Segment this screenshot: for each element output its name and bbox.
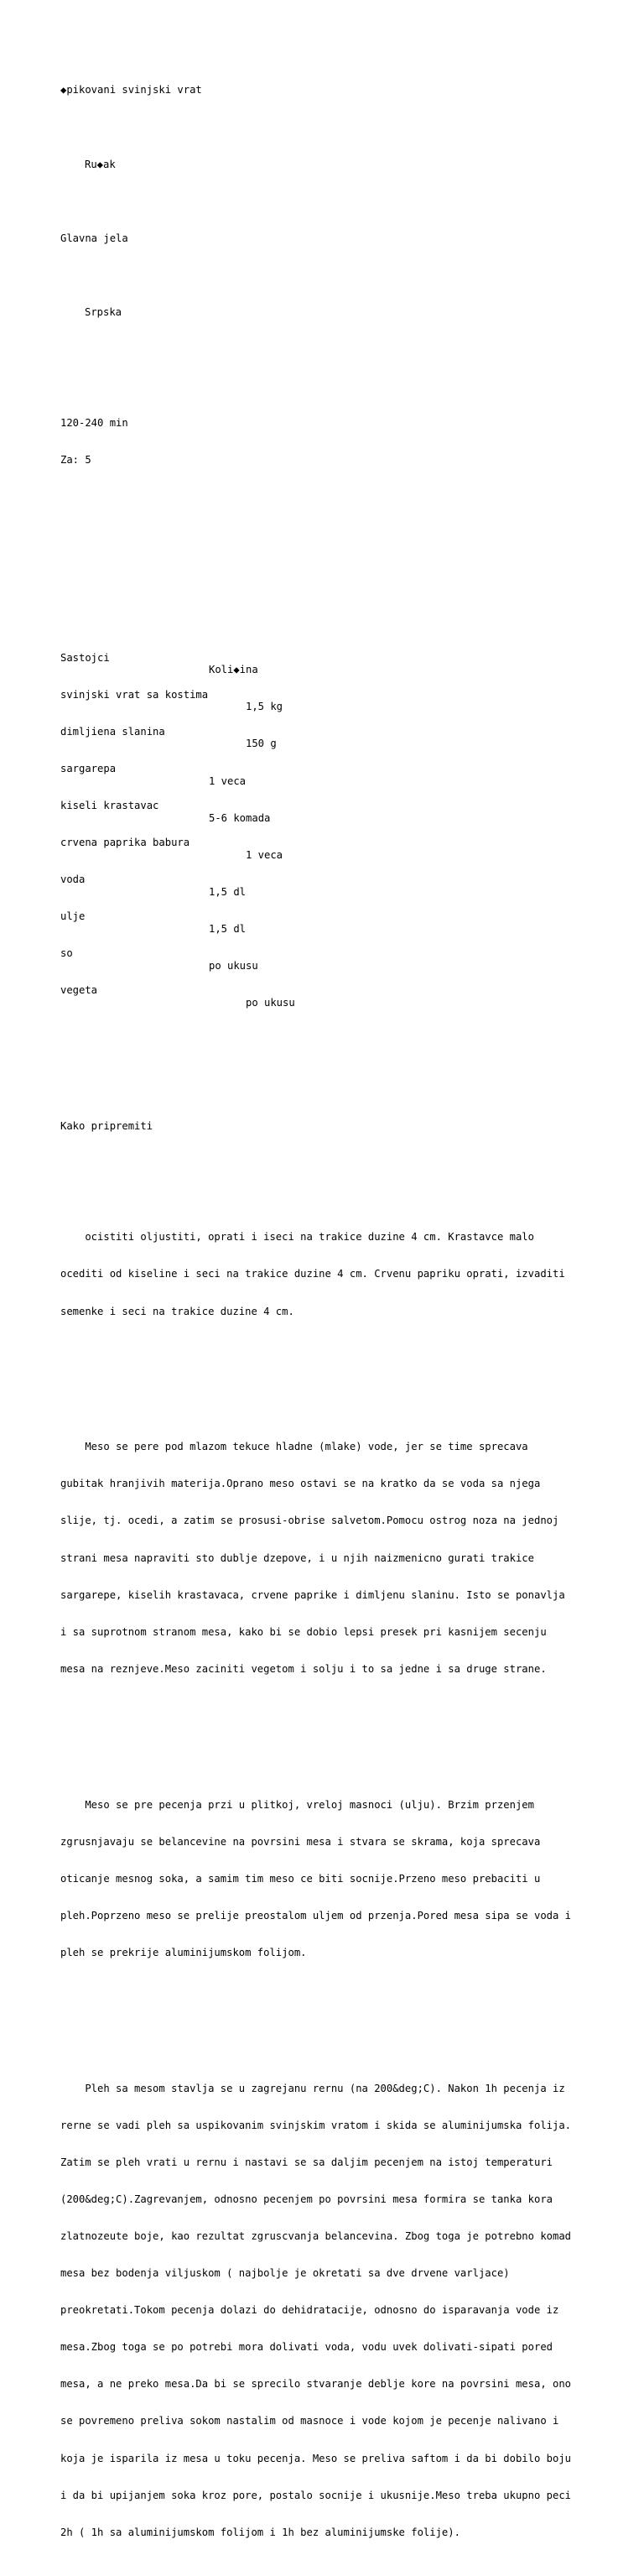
ingredient-row — [60, 676, 605, 713]
spacer — [60, 1724, 605, 1737]
paragraph-line: i da bi upijanjem soka kroz pore, postalo socnije i ukusnije.Meso treba ukupno peci — [60, 2489, 572, 2501]
paragraph-line: mesa, a ne preko mesa.Da bi se sprecilo stvaranje deblje kore na povrsini mesa, ono — [60, 2378, 572, 2391]
ingredient-name: kiseli krastavac — [60, 799, 159, 811]
recipe-cuisine: Srpska — [85, 305, 122, 318]
paragraph-line: strani mesa napraviti sto dublje dzepove, i u njih naizmenicno gurati trakice — [60, 1551, 534, 1564]
paragraph-line: koja je isparila iz mesa u toku pecenja. Meso se preliva saftom i da bi dobilo boju — [60, 2452, 572, 2464]
paragraph-line: preokretati.Tokom pecenja dolazi do dehidratacije, odnosno do isparavanja vode iz — [60, 2304, 559, 2317]
paragraph-line: Meso se pere pod mlazom tekuce hladne (mlake) vode, jer se time sprecava — [60, 1441, 528, 1453]
spacer — [60, 1367, 605, 1379]
paragraph-line: pleh.Poprzeno meso se prelije preostalom uljem od przenja.Pored mesa sipa se voda i — [60, 1909, 572, 1922]
spacer — [60, 1157, 605, 1170]
paragraph-line: pleh se prekrije aluminijumskom folijom. — [60, 1946, 307, 1958]
spacer — [60, 566, 605, 578]
paragraph-line: se povremeno preliva sokom nastalim od masnoce i vode kojom je pecenje nalivano i — [60, 2415, 559, 2427]
recipe-servings: Za: 5 — [60, 454, 91, 467]
ingredient-qty: 1,5 dl — [209, 922, 247, 935]
paragraph-line: gubitak hranjivih materija.Oprano meso ostavi se na kratko da se voda sa njega — [60, 1478, 541, 1490]
paragraph-line: slije, tj. ocedi, a zatim se prosusi-obrise salvetom.Pomocu ostrog noza na jednoj — [60, 1515, 559, 1527]
paragraph-line: mesa na reznjeve.Meso zaciniti vegetom i solju i to sa jedne i sa druge strane. — [60, 1662, 547, 1675]
paragraph-line: Pleh sa mesom stavlja se u zagrejanu rernu (na 200&deg;C). Nakon 1h pecenja iz — [60, 2082, 565, 2094]
paragraph-line: i sa suprotnom stranom mesa, kako bi se dobio lepsi presek pri kasnijem secenju — [60, 1625, 547, 1638]
paragraph-line: oticanje mesnog soka, a samim tim meso ce biti socnije.Przeno meso prebaciti u — [60, 1872, 541, 1885]
ingredient-qty: 1,5 kg — [246, 701, 283, 713]
paragraph-line: zgrusnjavaju se belancevine na povrsini mesa i stvara se skrama, koja sprecava — [60, 1835, 541, 1848]
ingredient-row — [60, 973, 605, 1009]
recipe-title: ◆pikovani svinjski vrat — [60, 84, 202, 96]
ingredient-name: svinjski vrat sa kostima — [60, 688, 209, 701]
ingredient-qty: 1 veca — [209, 774, 247, 787]
paragraph-line: Zatim se pleh vrati u rernu i nastavi se sa daljim pecenjem na istoj temperaturi — [60, 2156, 553, 2168]
ingredient-qty: po ukusu — [209, 959, 258, 972]
ingredient-row — [60, 713, 605, 750]
ingredient-row — [60, 750, 605, 787]
ingredient-name: ulje — [60, 910, 86, 923]
ingredient-qty: 1 veca — [246, 848, 283, 861]
ingredient-name: so — [60, 947, 73, 960]
preparation-paragraph — [60, 1207, 605, 1343]
ingredient-name: crvena paprika babura — [60, 837, 190, 848]
ingredient-qty: 5-6 komada — [209, 811, 271, 824]
recipe-time: 120-240 min — [60, 417, 128, 430]
ingredient-qty: po ukusu — [246, 997, 295, 1009]
spacer — [60, 269, 605, 282]
paragraph-line: ocediti od kiseline i seci na trakice duzine 4 cm. Crvenu papriku oprati, izvaditi — [60, 1268, 565, 1280]
spacer — [60, 196, 605, 208]
spacer — [60, 1083, 605, 1096]
recipe-meal: Ru◆ak — [85, 158, 116, 170]
ingredient-qty: 1,5 dl — [209, 885, 247, 898]
ingredient-name: sargarepa — [60, 762, 117, 774]
ingredient-name: voda — [60, 873, 86, 886]
recipe-document — [60, 60, 605, 2576]
ingredient-row — [60, 787, 605, 824]
recipe-category: Glavna jela — [60, 232, 128, 244]
paragraph-line: sargarepe, kiselih krastavaca, crvene paprike i dimljenu slaninu. Isto se ponavlja — [60, 1588, 565, 1601]
ingredient-name: vegeta — [60, 984, 98, 997]
spacer — [60, 491, 605, 503]
paragraph-line: ocistiti oljustiti, oprati i iseci na trakice duzine 4 cm. Krastavce malo — [60, 1231, 534, 1244]
spacer — [60, 1046, 605, 1059]
ingredients-header-name: Sastojci — [60, 651, 110, 664]
paragraph-line: Meso se pre pecenja przi u plitkoj, vreloj masnoci (ulju). Brzim przenjem — [60, 1798, 534, 1811]
paragraph-line: rerne se vadi pleh sa uspikovanim svinjskim vratom i skida se aluminijumska folija. — [60, 2119, 572, 2131]
ingredient-qty: 150 g — [246, 738, 277, 750]
ingredient-row — [60, 824, 605, 861]
preparation-paragraph — [60, 1416, 605, 1700]
preparation-heading: Kako pripremiti — [60, 1120, 153, 1133]
preparation-paragraph — [60, 2057, 605, 2563]
ingredient-row — [60, 898, 605, 935]
spacer — [60, 122, 605, 134]
ingredients-header-qty: Koli◆ina — [209, 664, 258, 676]
paragraph-line: mesa.Zbog toga se po potrebi mora dolivati voda, vodu uvek dolivati-sipati pored — [60, 2341, 553, 2354]
paragraph-line: 2h ( 1h sa aluminijumskom folijom i 1h bez aluminijumske folije). — [60, 2526, 460, 2538]
ingredients-header — [60, 639, 605, 676]
ingredient-name: dimljiena slanina — [60, 725, 165, 738]
paragraph-line: mesa bez bodenja viljuskom ( najbolje je okretati sa dve drvene varljace) — [60, 2267, 510, 2280]
spacer — [60, 380, 605, 393]
spacer — [60, 343, 605, 356]
ingredient-row — [60, 936, 605, 972]
spacer — [60, 2008, 605, 2021]
paragraph-line: semenke i seci na trakice duzine 4 cm. — [60, 1305, 294, 1317]
preparation-paragraph — [60, 1774, 605, 1984]
spacer — [60, 529, 605, 541]
ingredients-table — [60, 614, 605, 1009]
paragraph-line: (200&deg;C).Zagrevanjem, odnosno pecenjem po povrsini mesa formira se tanka kora — [60, 2193, 553, 2205]
paragraph-line: zlatnozeute boje, kao rezultat zgruscvanja belancevina. Zbog toga je potrebno komad — [60, 2229, 572, 2242]
ingredient-row — [60, 861, 605, 898]
